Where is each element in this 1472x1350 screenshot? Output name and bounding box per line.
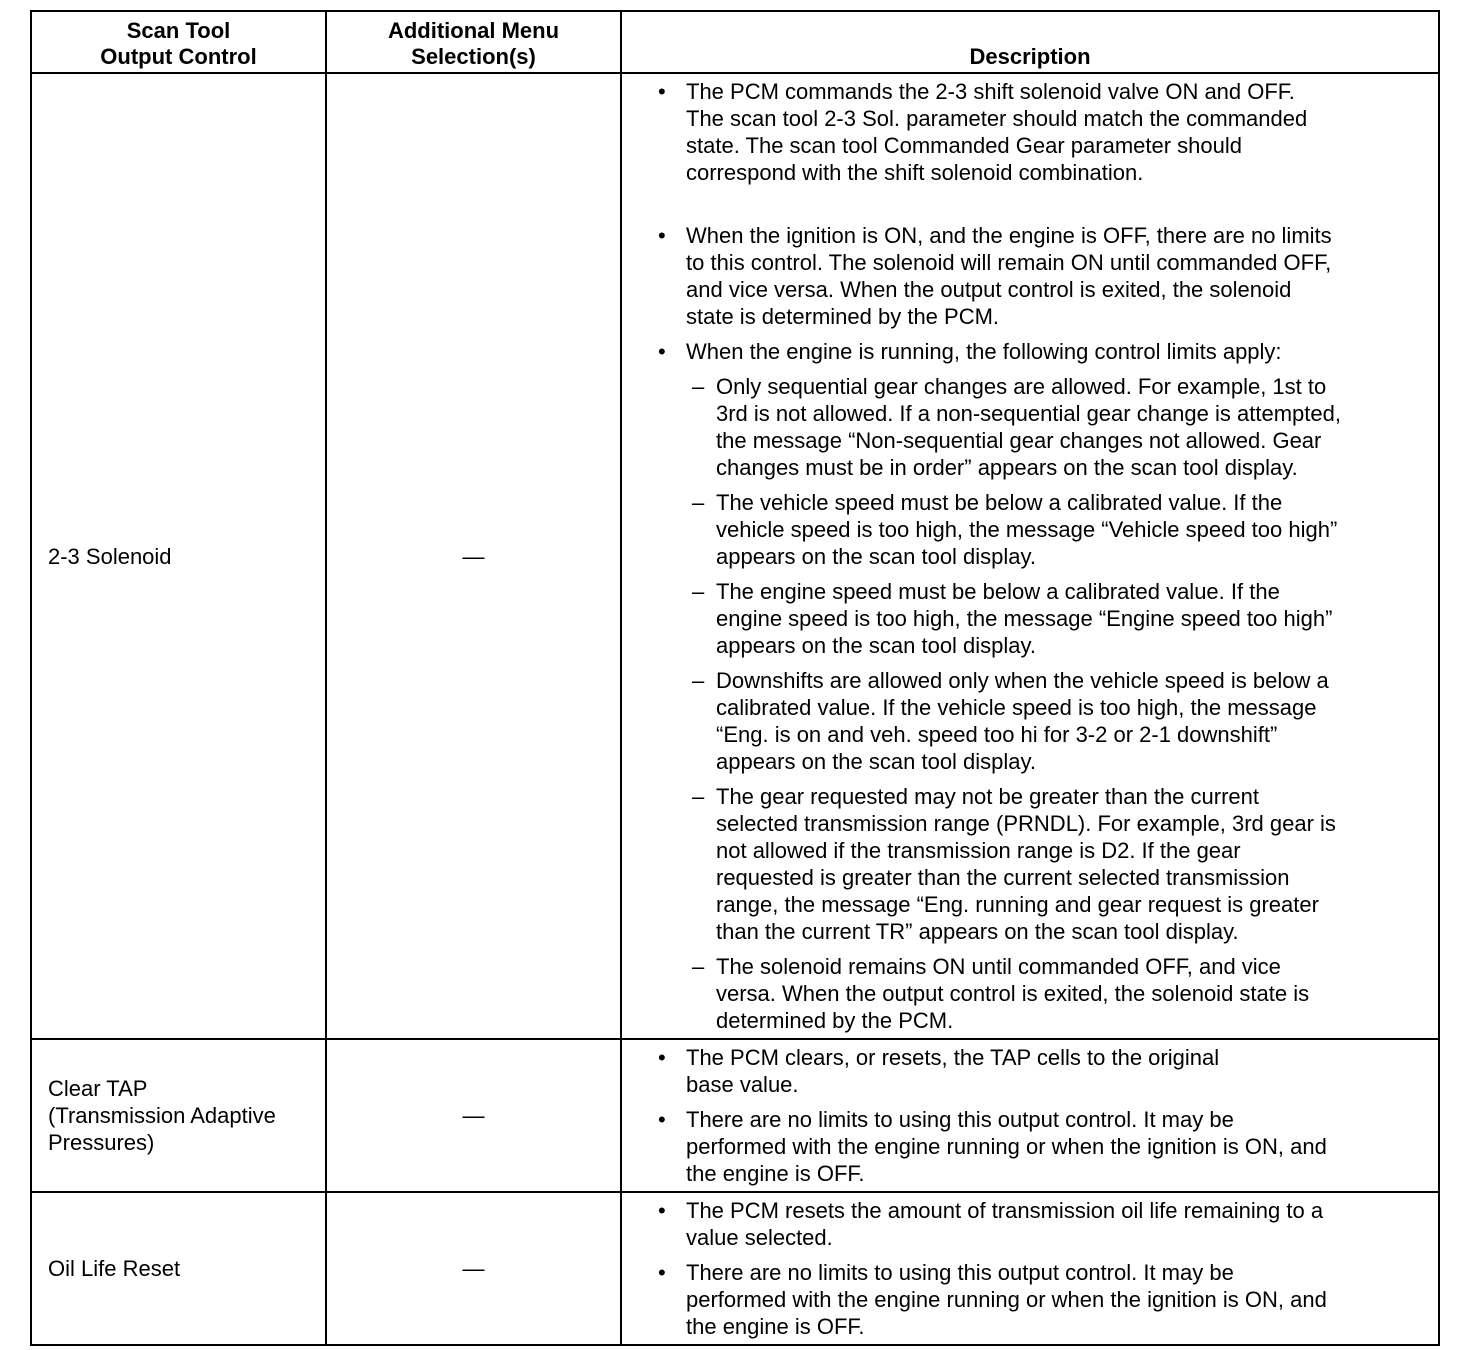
text-line: When the ignition is ON, and the engine is OFF, there are no limits xyxy=(686,223,1332,248)
bullet-icon: • xyxy=(658,339,666,364)
text-line: the engine is OFF. xyxy=(686,1314,865,1339)
text-line: The PCM commands the 2-3 shift solenoid valve ON and OFF. xyxy=(686,79,1295,104)
text-line: state is determined by the PCM. xyxy=(686,304,1000,329)
header-row xyxy=(31,11,1439,73)
text-line: base value. xyxy=(686,1072,799,1097)
table-row xyxy=(31,1039,1439,1192)
text-line: Downshifts are allowed only when the vehicle speed is below a xyxy=(716,668,1329,693)
bullet-icon: • xyxy=(658,79,666,104)
text-line: The vehicle speed must be below a calibrated value. If the xyxy=(716,490,1283,515)
text-line: Only sequential gear changes are allowed. For example, 1st to xyxy=(716,374,1327,399)
text-line: versa. When the output control is exited, the solenoid state is xyxy=(716,981,1310,1006)
dash-icon: – xyxy=(692,374,705,399)
menu-selection-dash: — xyxy=(462,1103,485,1128)
menu-selection-cell xyxy=(326,1039,621,1192)
header-description xyxy=(621,11,1439,73)
text-line: state. The scan tool Commanded Gear parameter should xyxy=(686,133,1243,158)
control-name-cell xyxy=(31,1192,326,1345)
header-line: Description xyxy=(969,44,1091,69)
control-name-cell xyxy=(31,73,326,1039)
dash-icon: – xyxy=(692,784,705,809)
control-name: Oil Life Reset xyxy=(48,1256,181,1281)
text-line: When the engine is running, the following control limits apply: xyxy=(686,339,1282,364)
text-line: 3rd is not allowed. If a non-sequential gear change is attempted, xyxy=(716,401,1341,426)
text-line: range, the message “Eng. running and gear request is greater xyxy=(716,892,1319,917)
description-bullet xyxy=(630,222,1428,330)
description-subitem xyxy=(630,489,1428,570)
text-line: appears on the scan tool display. xyxy=(716,749,1037,774)
table-row xyxy=(31,1192,1439,1345)
text-line: requested is greater than the current selected transmission xyxy=(716,865,1290,890)
text-line: The solenoid remains ON until commanded OFF, and vice xyxy=(716,954,1281,979)
text-line: The PCM resets the amount of transmission oil life remaining to a xyxy=(686,1198,1324,1223)
text-line: value selected. xyxy=(686,1225,833,1250)
text-line: The gear requested may not be greater than the current xyxy=(716,784,1259,809)
text-line: engine speed is too high, the message “Engine speed too high” xyxy=(716,606,1333,631)
text-line: appears on the scan tool display. xyxy=(716,544,1037,569)
output-control-table xyxy=(30,10,1440,1346)
text-line: determined by the PCM. xyxy=(716,1008,954,1033)
header-line: Selection(s) xyxy=(411,44,536,69)
description-bullet xyxy=(630,1197,1428,1251)
text-line: performed with the engine running or when the ignition is ON, and xyxy=(686,1287,1327,1312)
bullet-icon: • xyxy=(658,1260,666,1285)
dash-icon: – xyxy=(692,579,705,604)
text-line: to this control. The solenoid will remain ON until commanded OFF, xyxy=(686,250,1332,275)
dash-icon: – xyxy=(692,668,705,693)
table-row xyxy=(31,73,1439,1039)
menu-selection-cell xyxy=(326,73,621,1039)
control-name: (Transmission Adaptive xyxy=(48,1103,276,1128)
menu-selection-dash: — xyxy=(462,543,485,569)
description-subitem xyxy=(630,783,1428,945)
header-line: Scan Tool xyxy=(126,18,231,43)
control-name: Clear TAP xyxy=(48,1076,148,1101)
description-bullet xyxy=(630,78,1428,186)
menu-selection-dash: — xyxy=(462,1256,485,1281)
description-cell xyxy=(621,73,1439,1039)
description-bullet xyxy=(630,1259,1428,1340)
description-bullet xyxy=(630,1044,1428,1098)
description-bullet xyxy=(630,1106,1428,1187)
description-subitem xyxy=(630,667,1428,775)
menu-selection-cell xyxy=(326,1192,621,1345)
text-line: than the current TR” appears on the scan tool display. xyxy=(716,919,1239,944)
text-line: The scan tool 2-3 Sol. parameter should match the commanded xyxy=(686,106,1308,131)
control-name: Pressures) xyxy=(48,1130,155,1155)
description-subitem xyxy=(630,373,1428,481)
text-line: performed with the engine running or when the ignition is ON, and xyxy=(686,1134,1327,1159)
control-name: 2-3 Solenoid xyxy=(48,543,172,569)
bullet-icon: • xyxy=(658,1045,666,1070)
dash-icon: – xyxy=(692,954,705,979)
bullet-icon: • xyxy=(658,1107,666,1132)
text-line: appears on the scan tool display. xyxy=(716,633,1037,658)
header-scan-tool-output-control xyxy=(31,11,326,73)
text-line: The PCM clears, or resets, the TAP cells to the original xyxy=(686,1045,1220,1070)
description-cell xyxy=(621,1039,1439,1192)
bullet-icon: • xyxy=(658,223,666,248)
text-line: correspond with the shift solenoid combination. xyxy=(686,160,1144,185)
text-line: calibrated value. If the vehicle speed is too high, the message xyxy=(716,695,1317,720)
header-additional-menu-selections xyxy=(326,11,621,73)
control-name-cell xyxy=(31,1039,326,1192)
bullet-icon: • xyxy=(658,1198,666,1223)
text-line: changes must be in order” appears on the scan tool display. xyxy=(716,455,1298,480)
header-line: Additional Menu xyxy=(387,18,560,43)
text-line: vehicle speed is too high, the message “Vehicle speed too high” xyxy=(716,517,1338,542)
text-line: selected transmission range (PRNDL). For example, 3rd gear is xyxy=(716,811,1336,836)
text-line: not allowed if the transmission range is D2. If the gear xyxy=(716,838,1241,863)
header-line: Output Control xyxy=(100,44,257,69)
dash-icon: – xyxy=(692,490,705,515)
text-line: the engine is OFF. xyxy=(686,1161,865,1186)
text-line: and vice versa. When the output control is exited, the solenoid xyxy=(686,277,1292,302)
description-cell xyxy=(621,1192,1439,1345)
description-subitem xyxy=(630,578,1428,659)
text-line: “Eng. is on and veh. speed too hi for 3-2 or 2-1 downshift” xyxy=(716,722,1278,747)
text-line: The engine speed must be below a calibrated value. If the xyxy=(716,579,1280,604)
text-line: There are no limits to using this output control. It may be xyxy=(686,1260,1234,1285)
description-subitem xyxy=(630,953,1428,1034)
text-line: There are no limits to using this output control. It may be xyxy=(686,1107,1234,1132)
text-line: the message “Non-sequential gear changes not allowed. Gear xyxy=(716,428,1322,453)
description-bullet xyxy=(630,338,1428,365)
